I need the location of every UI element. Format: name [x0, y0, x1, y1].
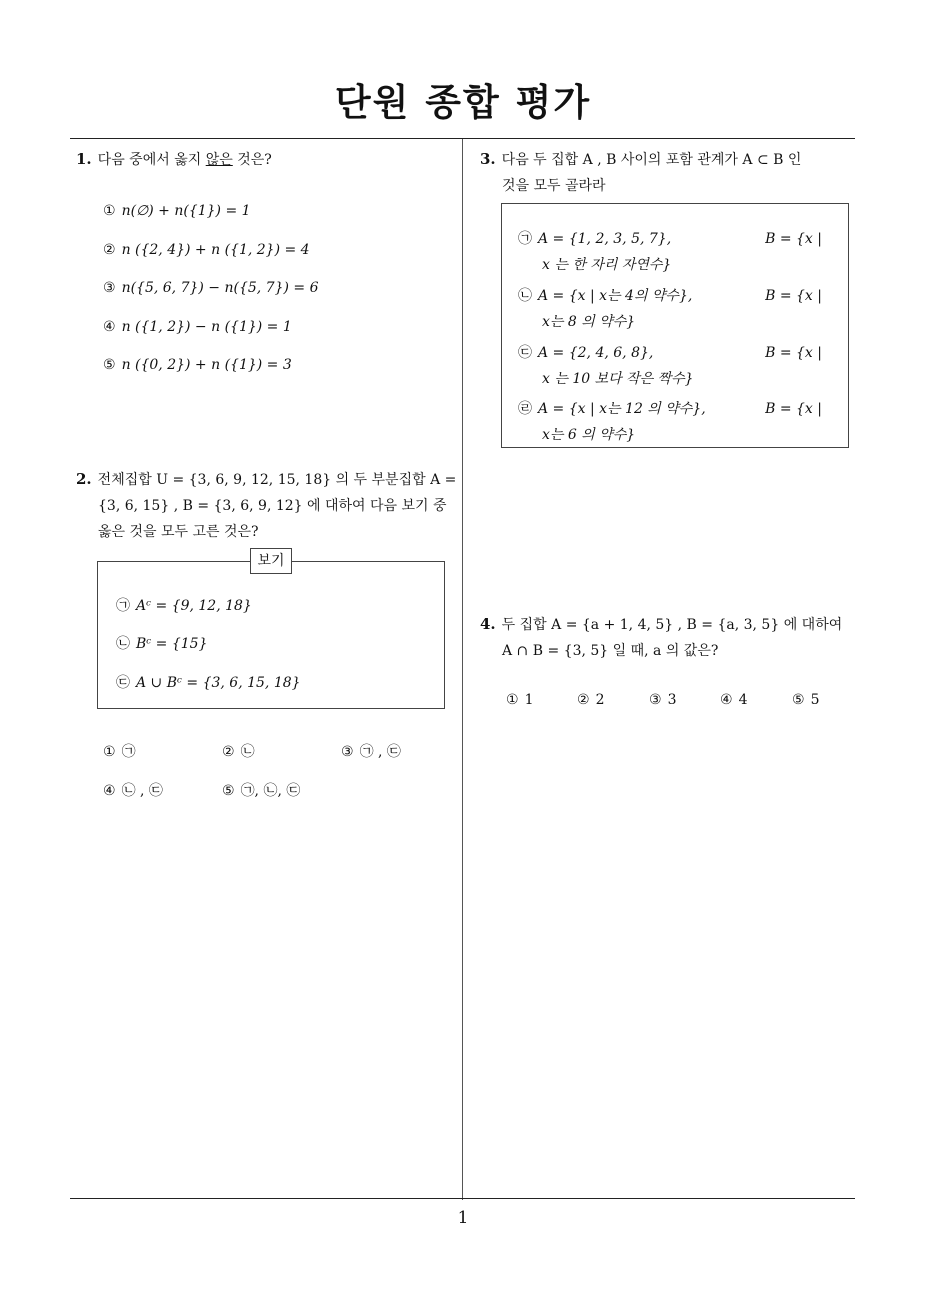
- question-number: 3.: [480, 150, 496, 168]
- footer-rule: [70, 1198, 855, 1199]
- answer-option-2[interactable]: ② n ({2, 4}) + n ({1, 2}) = 4: [103, 242, 310, 258]
- question-2: [76, 466, 460, 545]
- page-title: 단원 종합 평가: [334, 81, 592, 124]
- answer-option-5[interactable]: ⑤ ㉠, ㉡, ㉢: [222, 783, 301, 799]
- question-stem-line: 다음 두 집합 A , B 사이의 포함 관계가 A ⊂ B 인: [501, 152, 802, 168]
- question-number: 1.: [76, 150, 92, 168]
- answer-option-1[interactable]: ① 1: [506, 692, 534, 708]
- answer-option-4[interactable]: ④ ㉡ , ㉢: [103, 783, 163, 799]
- question-4: [480, 611, 860, 664]
- question-number: 2.: [76, 470, 92, 488]
- question-stem: 다음 중에서 옳지 않은 것은?: [97, 152, 272, 168]
- choice-item: ㉢ A = {2, 4, 6, 8}, B = {x | x 는 10 보다 작은 짝수}: [518, 345, 822, 387]
- question-stem-line: {3, 6, 15} , B = {3, 6, 9, 12} 에 대하여 다음 보기 중: [98, 498, 447, 514]
- answer-option-2[interactable]: ② ㉡: [222, 744, 255, 760]
- answer-option-3[interactable]: ③ n({5, 6, 7}) − n({5, 7}) = 6: [103, 280, 319, 296]
- question-stem-line: 두 집합 A = {a + 1, 4, 5} , B = {a, 3, 5} 에 대하여: [501, 617, 843, 633]
- example-item: ㉢ A ∪ Bᶜ = {3, 6, 15, 18}: [116, 675, 301, 691]
- answer-option-5[interactable]: ⑤ n ({0, 2}) + n ({1}) = 3: [103, 357, 292, 373]
- question-stem-line: A ∩ B = {3, 5} 일 때, a 의 값은?: [502, 643, 719, 659]
- answer-option-2[interactable]: ② 2: [577, 692, 605, 708]
- answer-option-1[interactable]: ① ㉠: [103, 744, 136, 760]
- question-1: [76, 146, 456, 173]
- choice-item: ㉡ A = {x | x는 4의 약수}, B = {x | x는 8 의 약수}: [518, 288, 822, 330]
- choice-item: ㉠ A = {1, 2, 3, 5, 7}, B = {x | x 는 한 자리 자연수}: [518, 231, 822, 273]
- answer-option-3[interactable]: ③ 3: [649, 692, 677, 708]
- question-stem-line: 것을 모두 골라라: [502, 178, 606, 194]
- answer-option-3[interactable]: ③ ㉠ , ㉢: [341, 744, 401, 760]
- answer-option-4[interactable]: ④ n ({1, 2}) − n ({1}) = 1: [103, 319, 292, 335]
- answer-option-4[interactable]: ④ 4: [720, 692, 748, 708]
- answer-option-1[interactable]: ① n(∅) + n({1}) = 1: [103, 203, 251, 219]
- choice-item: ㉣ A = {x | x는 12 의 약수}, B = {x | x는 6 의 약수}: [518, 401, 822, 443]
- question-stem-line: 전체집합 U = {3, 6, 9, 12, 15, 18} 의 두 부분집합 A =: [97, 472, 457, 488]
- question-number: 4.: [480, 615, 496, 633]
- answer-option-5[interactable]: ⑤ 5: [792, 692, 820, 708]
- underlined-word: 않은: [205, 152, 233, 168]
- question-stem-line: 옳은 것을 모두 고른 것은?: [98, 524, 259, 540]
- example-box-label: 보기: [250, 548, 292, 574]
- column-divider: [462, 139, 463, 1200]
- example-item: ㉠ Aᶜ = {9, 12, 18}: [116, 598, 252, 614]
- example-item: ㉡ Bᶜ = {15}: [116, 636, 208, 652]
- page-number: 1: [457, 1208, 469, 1228]
- question-3: [480, 146, 860, 199]
